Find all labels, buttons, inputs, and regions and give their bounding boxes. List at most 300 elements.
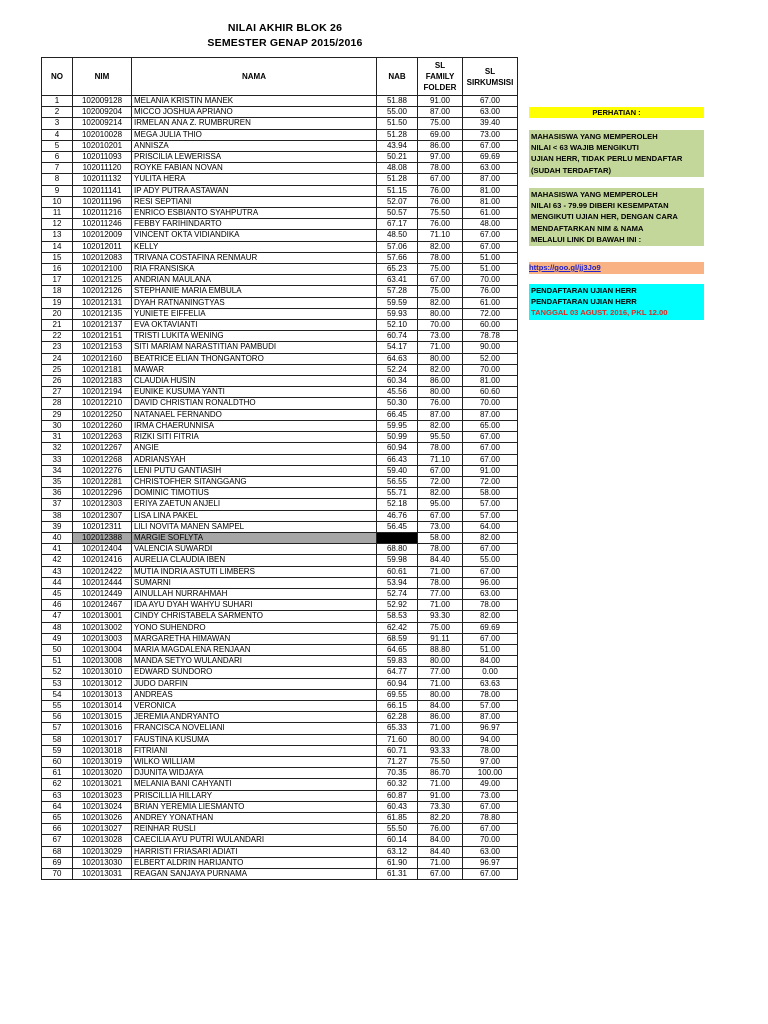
sl-family-folder-score: 76.00 bbox=[418, 196, 463, 207]
table-row bbox=[42, 734, 518, 745]
row-number: 58 bbox=[42, 734, 73, 745]
student-nim: 102012307 bbox=[73, 510, 132, 521]
nab-score: 53.94 bbox=[377, 577, 418, 588]
student-nim: 102013030 bbox=[73, 857, 132, 868]
header-sl-sirk-line1: SL bbox=[484, 66, 496, 76]
student-nim: 102013017 bbox=[73, 734, 132, 745]
sl-sirkumsisi-score: 0.00 bbox=[463, 667, 518, 678]
row-number: 3 bbox=[42, 118, 73, 129]
nab-score: 60.94 bbox=[377, 678, 418, 689]
sl-family-folder-score: 80.00 bbox=[418, 656, 463, 667]
row-number: 44 bbox=[42, 577, 73, 588]
student-name: MUTIA INDRIA ASTUTI LIMBERS bbox=[132, 566, 377, 577]
row-number: 14 bbox=[42, 241, 73, 252]
sl-family-folder-score: 67.00 bbox=[418, 869, 463, 880]
nab-score: 60.32 bbox=[377, 779, 418, 790]
table-row bbox=[42, 129, 518, 140]
nab-score: 52.74 bbox=[377, 588, 418, 599]
nab-score: 66.45 bbox=[377, 409, 418, 420]
nab-score: 66.15 bbox=[377, 700, 418, 711]
student-nim: 102013020 bbox=[73, 768, 132, 779]
table-row bbox=[42, 544, 518, 555]
table-row bbox=[42, 622, 518, 633]
nab-score: 57.66 bbox=[377, 252, 418, 263]
sl-family-folder-score: 91.11 bbox=[418, 633, 463, 644]
table-row bbox=[42, 140, 518, 151]
student-name: ADRIANSYAH bbox=[132, 454, 377, 465]
notice-line: (SUDAH TERDAFTAR) bbox=[531, 165, 612, 175]
sl-family-folder-score: 84.00 bbox=[418, 835, 463, 846]
sl-sirkumsisi-score: 63.00 bbox=[463, 588, 518, 599]
sl-family-folder-score: 95.00 bbox=[418, 499, 463, 510]
nab-score: 56.55 bbox=[377, 476, 418, 487]
student-name: MARGARETHA HIMAWAN bbox=[132, 633, 377, 644]
row-number: 47 bbox=[42, 611, 73, 622]
sl-family-folder-score: 84.40 bbox=[418, 846, 463, 857]
sl-sirkumsisi-score: 51.00 bbox=[463, 252, 518, 263]
sl-sirkumsisi-score: 67.00 bbox=[463, 140, 518, 151]
student-nim: 102013027 bbox=[73, 824, 132, 835]
row-number: 15 bbox=[42, 252, 73, 263]
row-number: 32 bbox=[42, 443, 73, 454]
student-nim: 102013023 bbox=[73, 790, 132, 801]
nab-score: 59.40 bbox=[377, 465, 418, 476]
student-name: NATANAEL FERNANDO bbox=[132, 409, 377, 420]
student-nim: 102013010 bbox=[73, 667, 132, 678]
sl-sirkumsisi-score: 78.00 bbox=[463, 600, 518, 611]
student-nim: 102012267 bbox=[73, 443, 132, 454]
student-nim: 102012181 bbox=[73, 364, 132, 375]
notice-block-below-63 bbox=[529, 130, 704, 177]
notice-title: PERHATIAN : bbox=[529, 107, 704, 118]
sl-family-folder-score: 67.00 bbox=[418, 510, 463, 521]
nab-score: 66.43 bbox=[377, 454, 418, 465]
sl-sirkumsisi-score: 78.78 bbox=[463, 331, 518, 342]
row-number: 27 bbox=[42, 387, 73, 398]
sl-family-folder-score: 75.00 bbox=[418, 622, 463, 633]
table-row bbox=[42, 342, 518, 353]
sl-family-folder-score: 76.00 bbox=[418, 185, 463, 196]
table-row bbox=[42, 252, 518, 263]
nab-score: 54.17 bbox=[377, 342, 418, 353]
table-row bbox=[42, 275, 518, 286]
sl-family-folder-score: 80.00 bbox=[418, 308, 463, 319]
table-row bbox=[42, 857, 518, 868]
sl-family-folder-score: 71.00 bbox=[418, 723, 463, 734]
nab-score: 55.00 bbox=[377, 107, 418, 118]
student-nim: 102013012 bbox=[73, 678, 132, 689]
table-row bbox=[42, 566, 518, 577]
student-name: JUDO DARFIN bbox=[132, 678, 377, 689]
student-nim: 102012263 bbox=[73, 432, 132, 443]
notice-line: NILAI < 63 WAJIB MENGIKUTI bbox=[531, 143, 639, 153]
table-header-row bbox=[42, 58, 518, 96]
sl-family-folder-score: 71.00 bbox=[418, 678, 463, 689]
sl-sirkumsisi-score: 81.00 bbox=[463, 376, 518, 387]
notice-line: MAHASISWA YANG MEMPEROLEH bbox=[531, 190, 658, 199]
student-nim: 102013001 bbox=[73, 611, 132, 622]
student-name: IRMA CHAERUNNISA bbox=[132, 420, 377, 431]
student-name: HARRISTI FRIASARI ADIATI bbox=[132, 846, 377, 857]
nab-score: 59.93 bbox=[377, 308, 418, 319]
table-row bbox=[42, 712, 518, 723]
sl-family-folder-score: 93.33 bbox=[418, 745, 463, 756]
student-name: VALENCIA SUWARDI bbox=[132, 544, 377, 555]
sl-family-folder-score: 80.00 bbox=[418, 734, 463, 745]
sl-family-folder-score: 88.80 bbox=[418, 644, 463, 655]
student-nim: 102011093 bbox=[73, 152, 132, 163]
student-name: FRANCISCA NOVELIANI bbox=[132, 723, 377, 734]
row-number: 38 bbox=[42, 510, 73, 521]
student-name: BRIAN YEREMIA LIESMANTO bbox=[132, 801, 377, 812]
nab-score: 61.90 bbox=[377, 857, 418, 868]
student-nim: 102013004 bbox=[73, 644, 132, 655]
student-name: DOMINIC TIMOTIUS bbox=[132, 488, 377, 499]
sl-sirkumsisi-score: 67.00 bbox=[463, 633, 518, 644]
sl-family-folder-score: 76.00 bbox=[418, 219, 463, 230]
student-nim: 102012011 bbox=[73, 241, 132, 252]
registration-label: PENDAFTARAN UJIAN HERR bbox=[531, 297, 637, 307]
student-name: EVA OKTAVIANTI bbox=[132, 320, 377, 331]
table-row bbox=[42, 398, 518, 409]
registration-label: PENDAFTARAN UJIAN HERR bbox=[531, 286, 637, 295]
table-row bbox=[42, 521, 518, 532]
row-number: 52 bbox=[42, 667, 73, 678]
sl-family-folder-score: 78.00 bbox=[418, 544, 463, 555]
table-row bbox=[42, 376, 518, 387]
sl-family-folder-score: 75.50 bbox=[418, 756, 463, 767]
nab-score: 57.28 bbox=[377, 286, 418, 297]
student-nim: 102012135 bbox=[73, 308, 132, 319]
sl-family-folder-score: 86.00 bbox=[418, 712, 463, 723]
table-row bbox=[42, 835, 518, 846]
nab-score: 65.33 bbox=[377, 723, 418, 734]
sl-sirkumsisi-score: 96.97 bbox=[463, 723, 518, 734]
student-name: ANNISZA bbox=[132, 140, 377, 151]
table-row bbox=[42, 656, 518, 667]
row-number: 28 bbox=[42, 398, 73, 409]
sl-sirkumsisi-score: 70.00 bbox=[463, 275, 518, 286]
row-number: 41 bbox=[42, 544, 73, 555]
student-name: JEREMIA ANDRYANTO bbox=[132, 712, 377, 723]
student-nim: 102013029 bbox=[73, 846, 132, 857]
student-name: MICCO JOSHUA APRIANO bbox=[132, 107, 377, 118]
nab-score: 50.99 bbox=[377, 432, 418, 443]
row-number: 39 bbox=[42, 521, 73, 532]
sl-sirkumsisi-score: 87.00 bbox=[463, 712, 518, 723]
student-name: TRIVANA COSTAFINA RENMAUR bbox=[132, 252, 377, 263]
notice-line: MAHASISWA YANG MEMPEROLEH bbox=[531, 132, 658, 141]
nab-score: 51.28 bbox=[377, 129, 418, 140]
student-name: AURELIA CLAUDIA IBEN bbox=[132, 555, 377, 566]
student-nim: 102013003 bbox=[73, 633, 132, 644]
grades-table-body bbox=[42, 96, 518, 880]
student-name: CHRISTOFHER SITANGGANG bbox=[132, 476, 377, 487]
nab-score: 70.35 bbox=[377, 768, 418, 779]
sl-family-folder-score: 71.00 bbox=[418, 779, 463, 790]
sl-family-folder-score: 75.00 bbox=[418, 286, 463, 297]
student-name: MARGIE SOFLYTA bbox=[132, 532, 377, 543]
sl-family-folder-score: 95.50 bbox=[418, 432, 463, 443]
sl-sirkumsisi-score: 60.60 bbox=[463, 387, 518, 398]
student-nim: 102012100 bbox=[73, 264, 132, 275]
row-number: 8 bbox=[42, 174, 73, 185]
nab-score: 68.80 bbox=[377, 544, 418, 555]
nab-score: 62.42 bbox=[377, 622, 418, 633]
sl-sirkumsisi-score: 63.00 bbox=[463, 846, 518, 857]
sl-sirkumsisi-score: 61.00 bbox=[463, 208, 518, 219]
sl-sirkumsisi-score: 84.00 bbox=[463, 656, 518, 667]
registration-deadline: TANGGAL 03 AGUST. 2016, PKL 12.00 bbox=[531, 308, 668, 318]
nab-score: 46.76 bbox=[377, 510, 418, 521]
table-row bbox=[42, 465, 518, 476]
sl-family-folder-score: 78.00 bbox=[418, 577, 463, 588]
student-name: SITI MARIAM NARASTITIAN PAMBUDI bbox=[132, 342, 377, 353]
nab-score: 71.60 bbox=[377, 734, 418, 745]
sl-sirkumsisi-score: 97.00 bbox=[463, 756, 518, 767]
row-number: 70 bbox=[42, 869, 73, 880]
nab-score bbox=[377, 532, 418, 543]
registration-link[interactable]: https://goo.gl/jj3Jo9 bbox=[529, 262, 704, 274]
sl-family-folder-score: 87.00 bbox=[418, 107, 463, 118]
sl-family-folder-score: 67.00 bbox=[418, 174, 463, 185]
student-nim: 102013002 bbox=[73, 622, 132, 633]
nab-score: 69.55 bbox=[377, 689, 418, 700]
row-number: 65 bbox=[42, 813, 73, 824]
table-row bbox=[42, 532, 518, 543]
table-row bbox=[42, 476, 518, 487]
table-row bbox=[42, 588, 518, 599]
nab-score: 59.95 bbox=[377, 420, 418, 431]
table-row bbox=[42, 297, 518, 308]
row-number: 57 bbox=[42, 723, 73, 734]
student-nim: 102011196 bbox=[73, 196, 132, 207]
sl-sirkumsisi-score: 67.00 bbox=[463, 869, 518, 880]
nab-score: 67.17 bbox=[377, 219, 418, 230]
student-nim: 102013028 bbox=[73, 835, 132, 846]
row-number: 9 bbox=[42, 185, 73, 196]
sl-family-folder-score: 82.00 bbox=[418, 241, 463, 252]
student-nim: 102012083 bbox=[73, 252, 132, 263]
row-number: 25 bbox=[42, 364, 73, 375]
student-name: SUMARNI bbox=[132, 577, 377, 588]
nab-score: 52.10 bbox=[377, 320, 418, 331]
nab-score: 52.07 bbox=[377, 196, 418, 207]
row-number: 46 bbox=[42, 600, 73, 611]
row-number: 42 bbox=[42, 555, 73, 566]
sl-sirkumsisi-score: 78.00 bbox=[463, 689, 518, 700]
row-number: 61 bbox=[42, 768, 73, 779]
row-number: 20 bbox=[42, 308, 73, 319]
sl-family-folder-score: 87.00 bbox=[418, 409, 463, 420]
table-row bbox=[42, 611, 518, 622]
student-nim: 102012422 bbox=[73, 566, 132, 577]
table-row bbox=[42, 790, 518, 801]
sl-sirkumsisi-score: 57.00 bbox=[463, 700, 518, 711]
table-row bbox=[42, 756, 518, 767]
row-number: 11 bbox=[42, 208, 73, 219]
table-row bbox=[42, 219, 518, 230]
row-number: 4 bbox=[42, 129, 73, 140]
student-name: AINULLAH NURRAHMAH bbox=[132, 588, 377, 599]
row-number: 67 bbox=[42, 835, 73, 846]
table-row bbox=[42, 107, 518, 118]
registration-info-block bbox=[529, 284, 704, 320]
table-row bbox=[42, 185, 518, 196]
grades-table bbox=[41, 57, 518, 880]
table-row bbox=[42, 555, 518, 566]
sl-sirkumsisi-score: 82.00 bbox=[463, 611, 518, 622]
table-row bbox=[42, 813, 518, 824]
student-nim: 102012126 bbox=[73, 286, 132, 297]
student-nim: 102012303 bbox=[73, 499, 132, 510]
nab-score: 52.92 bbox=[377, 600, 418, 611]
table-row bbox=[42, 196, 518, 207]
student-name: MELANIA BANI CAHYANTI bbox=[132, 779, 377, 790]
row-number: 1 bbox=[42, 96, 73, 107]
table-row bbox=[42, 499, 518, 510]
student-name: ROYKE FABIAN NOVAN bbox=[132, 163, 377, 174]
table-row bbox=[42, 443, 518, 454]
sl-family-folder-score: 71.00 bbox=[418, 857, 463, 868]
sl-sirkumsisi-score: 67.00 bbox=[463, 544, 518, 555]
student-nim: 102013019 bbox=[73, 756, 132, 767]
row-number: 23 bbox=[42, 342, 73, 353]
student-name: DAVID CHRISTIAN RONALDTHO bbox=[132, 398, 377, 409]
sl-sirkumsisi-score: 90.00 bbox=[463, 342, 518, 353]
table-row bbox=[42, 667, 518, 678]
nab-score: 55.50 bbox=[377, 824, 418, 835]
row-number: 31 bbox=[42, 432, 73, 443]
student-nim: 102013024 bbox=[73, 801, 132, 812]
sl-family-folder-score: 80.00 bbox=[418, 689, 463, 700]
student-nim: 102012449 bbox=[73, 588, 132, 599]
sl-sirkumsisi-score: 67.00 bbox=[463, 96, 518, 107]
student-nim: 102012160 bbox=[73, 353, 132, 364]
sl-sirkumsisi-score: 94.00 bbox=[463, 734, 518, 745]
sl-family-folder-score: 70.00 bbox=[418, 320, 463, 331]
sl-family-folder-score: 86.00 bbox=[418, 140, 463, 151]
sl-sirkumsisi-score: 72.00 bbox=[463, 476, 518, 487]
sl-family-folder-score: 84.40 bbox=[418, 555, 463, 566]
row-number: 35 bbox=[42, 476, 73, 487]
sl-sirkumsisi-score: 67.00 bbox=[463, 824, 518, 835]
table-row bbox=[42, 768, 518, 779]
sl-sirkumsisi-score: 60.00 bbox=[463, 320, 518, 331]
nab-score: 63.12 bbox=[377, 846, 418, 857]
student-name: ANDRIAN MAULANA bbox=[132, 275, 377, 286]
row-number: 22 bbox=[42, 331, 73, 342]
row-number: 48 bbox=[42, 622, 73, 633]
sl-family-folder-score: 80.00 bbox=[418, 353, 463, 364]
student-name: LISA LINA PAKEL bbox=[132, 510, 377, 521]
row-number: 49 bbox=[42, 633, 73, 644]
sl-sirkumsisi-score: 70.00 bbox=[463, 835, 518, 846]
sl-sirkumsisi-score: 82.00 bbox=[463, 532, 518, 543]
sl-family-folder-score: 67.00 bbox=[418, 465, 463, 476]
student-nim: 102012210 bbox=[73, 398, 132, 409]
nab-score: 71.27 bbox=[377, 756, 418, 767]
student-nim: 102010028 bbox=[73, 129, 132, 140]
student-name: MANDA SETYO WULANDARI bbox=[132, 656, 377, 667]
row-number: 56 bbox=[42, 712, 73, 723]
sl-sirkumsisi-score: 70.00 bbox=[463, 398, 518, 409]
nab-score: 50.57 bbox=[377, 208, 418, 219]
table-row bbox=[42, 353, 518, 364]
table-row bbox=[42, 409, 518, 420]
student-nim: 102011132 bbox=[73, 174, 132, 185]
student-nim: 102013016 bbox=[73, 723, 132, 734]
row-number: 7 bbox=[42, 163, 73, 174]
student-nim: 102012276 bbox=[73, 465, 132, 476]
nab-score: 63.41 bbox=[377, 275, 418, 286]
student-nim: 102009128 bbox=[73, 96, 132, 107]
table-row bbox=[42, 846, 518, 857]
sl-sirkumsisi-score: 39.40 bbox=[463, 118, 518, 129]
sl-sirkumsisi-score: 58.00 bbox=[463, 488, 518, 499]
table-row bbox=[42, 510, 518, 521]
sl-family-folder-score: 71.10 bbox=[418, 230, 463, 241]
sl-family-folder-score: 67.00 bbox=[418, 275, 463, 286]
table-row bbox=[42, 320, 518, 331]
table-row bbox=[42, 420, 518, 431]
sl-sirkumsisi-score: 78.80 bbox=[463, 813, 518, 824]
student-nim: 102012250 bbox=[73, 409, 132, 420]
nab-score: 59.83 bbox=[377, 656, 418, 667]
table-row bbox=[42, 745, 518, 756]
sl-family-folder-score: 76.00 bbox=[418, 824, 463, 835]
nab-score: 60.14 bbox=[377, 835, 418, 846]
row-number: 33 bbox=[42, 454, 73, 465]
table-row bbox=[42, 723, 518, 734]
header-sl-sirk-line2: SIRKUMSISI bbox=[466, 77, 514, 87]
row-number: 55 bbox=[42, 700, 73, 711]
nab-score: 58.53 bbox=[377, 611, 418, 622]
sl-sirkumsisi-score: 73.00 bbox=[463, 129, 518, 140]
student-nim: 102012131 bbox=[73, 297, 132, 308]
row-number: 34 bbox=[42, 465, 73, 476]
table-row bbox=[42, 230, 518, 241]
sl-family-folder-score: 82.00 bbox=[418, 297, 463, 308]
nab-score: 57.06 bbox=[377, 241, 418, 252]
table-row bbox=[42, 331, 518, 342]
student-nim: 102012404 bbox=[73, 544, 132, 555]
nab-score: 60.43 bbox=[377, 801, 418, 812]
row-number: 18 bbox=[42, 286, 73, 297]
table-row bbox=[42, 633, 518, 644]
student-nim: 102013014 bbox=[73, 700, 132, 711]
student-nim: 102012416 bbox=[73, 555, 132, 566]
student-name: ELBERT ALDRIN HARIJANTO bbox=[132, 857, 377, 868]
header-nim: NIM bbox=[73, 58, 132, 96]
sl-sirkumsisi-score: 81.00 bbox=[463, 196, 518, 207]
sl-family-folder-score: 76.00 bbox=[418, 398, 463, 409]
nab-score: 60.71 bbox=[377, 745, 418, 756]
table-row bbox=[42, 577, 518, 588]
student-name: IDA AYU DYAH WAHYU SUHARI bbox=[132, 600, 377, 611]
nab-score: 65.23 bbox=[377, 264, 418, 275]
sl-sirkumsisi-score: 51.00 bbox=[463, 264, 518, 275]
student-name: LILI NOVITA MANEN SAMPEL bbox=[132, 521, 377, 532]
table-row bbox=[42, 208, 518, 219]
student-nim: 102013008 bbox=[73, 656, 132, 667]
table-row bbox=[42, 96, 518, 107]
student-name: RESI SEPTIANI bbox=[132, 196, 377, 207]
sl-sirkumsisi-score: 67.00 bbox=[463, 443, 518, 454]
student-nim: 102012125 bbox=[73, 275, 132, 286]
sl-family-folder-score: 91.00 bbox=[418, 790, 463, 801]
sheet-subtitle: SEMESTER GENAP 2015/2016 bbox=[207, 37, 363, 49]
